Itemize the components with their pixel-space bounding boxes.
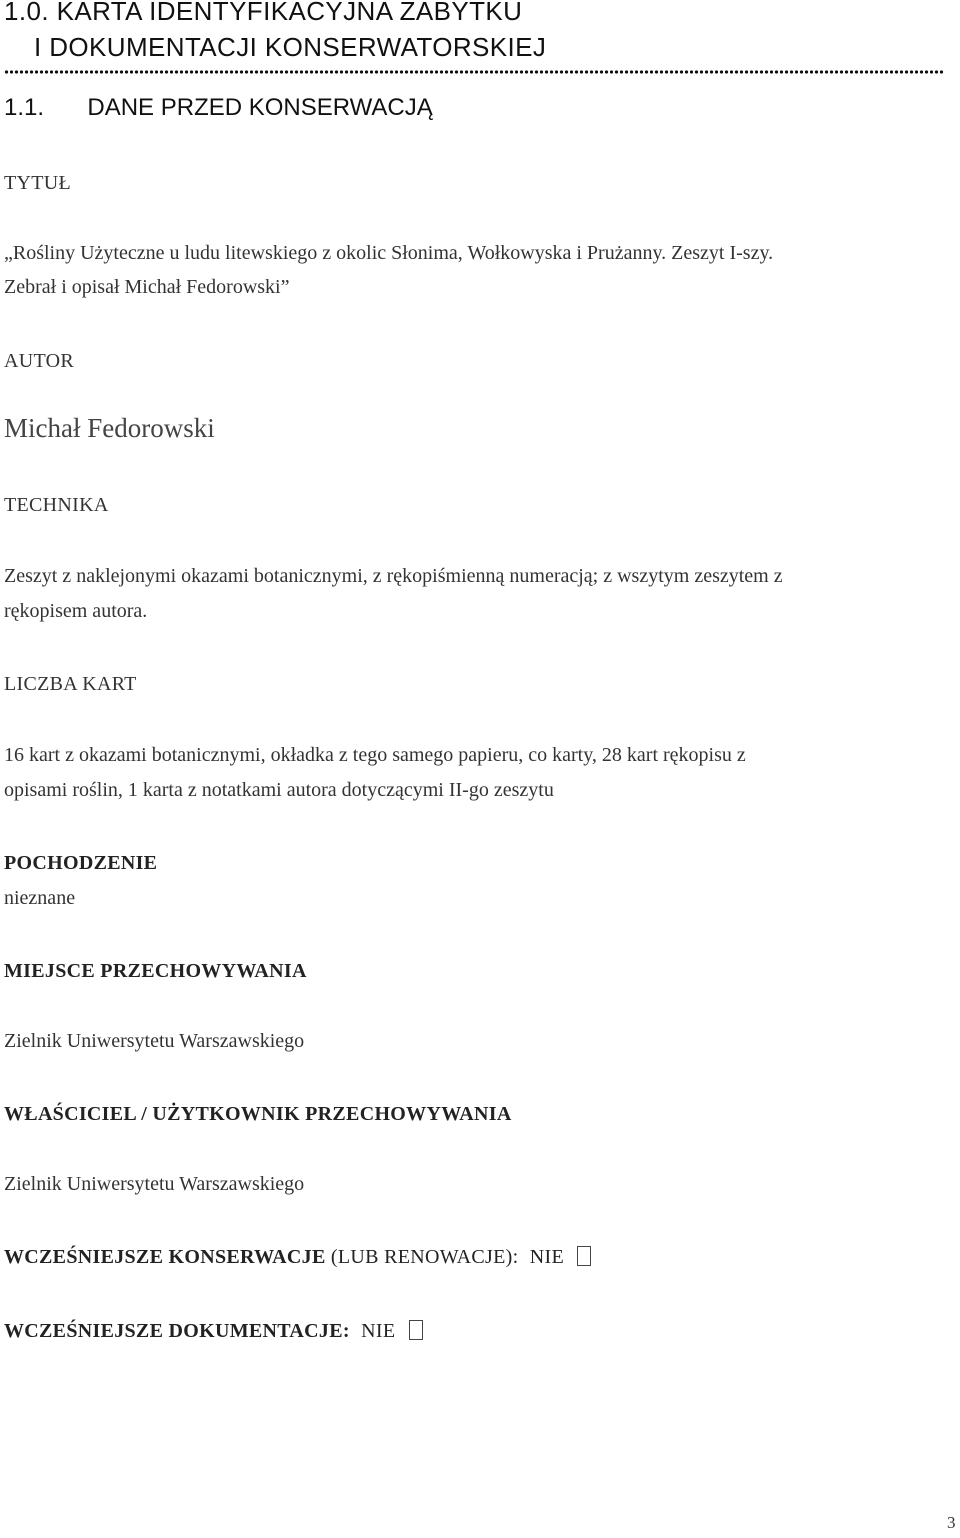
field-value-technika-line-2: rękopisem autora. <box>4 600 148 622</box>
field-label-dokumentacje: WCZEŚNIEJSZE DOKUMENTACJE: <box>4 1320 350 1342</box>
field-label-technika: TECHNIKA <box>4 494 109 516</box>
field-value-tytul-line-1: „Rośliny Użyteczne u ludu litewskiego z okolic Słonima, Wołkowyska i Prużanny. Zeszyt I-szy. <box>4 242 774 264</box>
field-answer-konserwacje: NIE <box>529 1246 565 1268</box>
field-value-pochodzenie: nieznane <box>4 887 76 909</box>
section-title: DANE PRZED KONSERWACJĄ <box>87 94 433 121</box>
field-row-konserwacje <box>4 1246 591 1269</box>
section-heading <box>4 94 433 122</box>
document-title-line-2: I DOKUMENTACJI KONSERWATORSKIEJ <box>34 32 547 62</box>
page-number: 3 <box>947 1513 956 1532</box>
field-value-autor: Michał Fedorowski <box>4 413 215 443</box>
field-value-miejsce: Zielnik Uniwersytetu Warszawskiego <box>4 1030 305 1052</box>
field-label-tytul: TYTUŁ <box>4 172 72 194</box>
field-answer-dokumentacje: NIE <box>361 1320 396 1342</box>
field-label-konserwacje: WCZEŚNIEJSZE KONSERWACJE <box>4 1246 326 1268</box>
section-number: 1.1. <box>4 94 45 121</box>
field-label-autor: AUTOR <box>4 350 75 372</box>
field-value-liczba-kart-line-1: 16 kart z okazami botanicznymi, okładka z tego samego papieru, co karty, 28 kart rękopisu z <box>4 744 746 766</box>
field-value-liczba-kart-line-2: opisami roślin, 1 karta z notatkami autora dotyczącymi II-go zeszytu <box>4 779 554 801</box>
field-label-pochodzenie: POCHODZENIE <box>4 852 158 874</box>
document-title-line-1: 1.0. KARTA IDENTYFIKACYJNA ZABYTKU <box>4 0 523 26</box>
dotted-divider <box>4 70 944 74</box>
checkbox-konserwacje[interactable] <box>577 1246 591 1266</box>
field-label-miejsce: MIEJSCE PRZECHOWYWANIA <box>4 960 307 982</box>
field-value-tytul-line-2: Zebrał i opisał Michał Fedorowski” <box>4 276 290 298</box>
field-label-liczba-kart: LICZBA KART <box>4 673 137 695</box>
field-label-wlasciciel: WŁAŚCICIEL / UŻYTKOWNIK PRZECHOWYWANIA <box>4 1103 512 1125</box>
field-label-konserwacje-extra: (LUB RENOWACJE): <box>330 1246 519 1268</box>
field-value-wlasciciel: Zielnik Uniwersytetu Warszawskiego <box>4 1173 305 1195</box>
checkbox-dokumentacje[interactable] <box>409 1320 423 1340</box>
field-value-technika-line-1: Zeszyt z naklejonymi okazami botanicznymi, z rękopiśmienną numeracją; z wszytym zeszytem z <box>4 565 783 587</box>
field-row-dokumentacje <box>4 1320 423 1343</box>
